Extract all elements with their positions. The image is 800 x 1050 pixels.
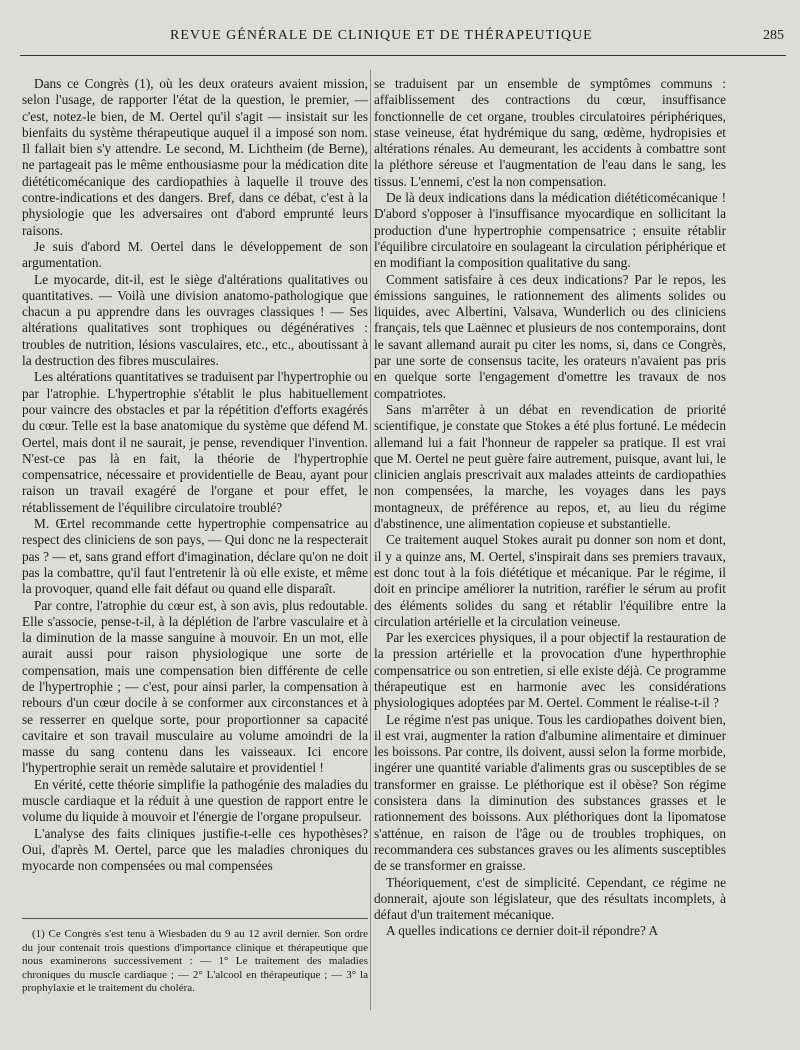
paragraph: A quelles indications ce dernier doit-il répondre? A <box>386 923 659 939</box>
paragraph: Théoriquement, c'est de simplicité. Cependant, ce régime ne donnerait, ajoute son législateur, que des résultats incomplets, à défaut d'un traitement mécanique. <box>374 874 726 923</box>
running-header <box>0 28 800 50</box>
right-column <box>374 76 726 940</box>
paragraph: M. Œrtel recommande cette hypertrophie compensatrice au respect des cliniciens de son pays, — Qui donc ne la respecterait pas ? — et, sans grand effort d'imagination, déclare qu'on ne doit pas la combattre, qu'il faut l'entretenir là où elle existe, et même la provoquer, quand elle fait défaut ou quand elle disparaît. <box>22 516 368 597</box>
header-rule <box>20 55 786 56</box>
paragraph: En vérité, cette théorie simplifie la pathogénie des maladies du muscle cardiaque et la réduit à une question de rapport entre le volume du liquide à mouvoir et l'énergie de l'organe propulseur. <box>22 776 368 825</box>
page-number: 285 <box>763 28 784 43</box>
paragraph: Je suis d'abord M. Oertel dans le développement de son argumentation. <box>22 238 368 271</box>
paragraph: Comment satisfaire à ces deux indications? Par le repos, les émissions sanguines, le rationnement des aliments solides ou liquides, avec Albertini, Valsava, Wunderlich ou des cliniciens français, tels que Laënnec et plusieurs de nos contemporains, dont le savant allemand aurait pu citer les noms, si, dans ce Congrès, par une sorte de consensus tacite, les orateurs n'avaient pas pris en quelque sorte l'engagement d'omettre les travaux de nos compatriotes. <box>374 271 726 401</box>
footnote-rule <box>22 918 368 919</box>
footnote-text: (1) Ce Congrès s'est tenu à Wiesbaden du 9 au 12 avril dernier. Son ordre du jour contenait trois questions d'importance clinique et thérapeutique que nous examinerons successivement : — 1° Le traitement des maladies chroniques du muscle cardiaque ; — 2° L'alcool en thérapeutique ; — 3° la prophylaxie et le traitement du choléra. <box>22 928 368 995</box>
paragraph: L'analyse des faits cliniques justifie-t-elle ces hypothèses? Oui, d'après M. Oertel, parce que les maladies chroniques du myocarde non compensées ou mal compensées <box>22 825 368 874</box>
paragraph: Le myocarde, dit-il, est le siège d'altérations qualitatives ou quantitatives. — Voilà une division anatomo-pathologique que chacun a pu apprendre dans les ouvrages classiques ! — Ses altérations qualitatives sont trophiques ou dégénératives : troubles de nutrition, lésions vasculaires, etc., etc., aboutissant à la destruction des fibres musculaires. <box>22 271 368 369</box>
left-column <box>22 76 368 875</box>
paragraph: se traduisent par un ensemble de symptômes communs : affaiblissement des contractions du cœur, insuffisance fonctionnelle de cet organe, troubles circulatoires périphériques, stase veineuse, état hydrémique du sang, œdème, hydropisies et altérations rénales. Au demeurant, les accidents à combattre sont la pléthore séreuse et l'augmentation de l'eau dans le sang, les tissus. L'ennemi, c'est la non compensation. <box>374 76 726 189</box>
paragraph: Par contre, l'atrophie du cœur est, à son avis, plus redoutable. Elle s'associe, pense-t-il, à la déplétion de l'arbre vasculaire et à la diminution de la masse sanguine à mouvoir. En un mot, elle aurait aussi pour raison physiologique une sorte de compensation, mais une compensation bien différente de celle de l'hypertrophie ; — c'est, pour ainsi parler, la compensation à rebours d'un cœur docile à se conformer aux circonstances et à se resserrer en quelque sorte, pour proportionner sa capacité cavitaire et son travail musculaire au volume amoindri de la masse du sang contenu dans les vaisseaux. Ici encore l'hypertrophie serait un remède salutaire et providentiel ! <box>22 597 368 776</box>
paragraph: Ce traitement auquel Stokes aurait pu donner son nom et dont, il y a quinze ans, M. Oertel, s'inspirait dans ses premiers travaux, est donc tout à la fois diététique et mécanique. Par le régime, il doit en principe améliorer la nutrition, raréfier le sérum au profit des éléments solides du sang et rétablir l'équilibre entre la circulation artérielle et la circulation veineuse. <box>374 532 726 629</box>
column-separator <box>370 70 371 1010</box>
paragraph: Le régime n'est pas unique. Tous les cardiopathes doivent bien, il est vrai, augmenter la ration d'albumine alimentaire et diminuer les boissons. Par contre, ils doivent, aussi selon la forme morbide, ingérer une quantité variable d'aliments gras ou susceptibles de se transformer en graisse. Le pléthorique est il obèse? Son régime consistera dans la diminution des substances grasses et le rationnement des boissons. Aux pléthoriques dont la lipomatose s'atténue, en raison de l'âge ou de troubles trophiques, on recommandera ces substances graves ou les aliments susceptibles de se transformer en graisse. <box>374 711 726 874</box>
paragraph: Sans m'arrêter à un débat en revendication de priorité scientifique, je constate que Stokes a été plus fortuné. Le médecin allemand lui a fait l'honneur de rappeler sa pratique. Il est vrai que M. Oertel ne peut guère faire autrement, puisque, avant lui, le clinicien anglais prescrivait aux malades atteints de cardiopathies non compensées, la marche, les voyages dans les pays montagneux, de préférence au repos, et, au lieu du régime d'abstinence, une alimentation copieuse et substantielle. <box>374 401 726 532</box>
paragraph: Dans ce Congrès (1), où les deux orateurs avaient mission, selon l'usage, de rapporter l'état de la question, le premier, — c'est, notez-le bien, de M. Oertel qu'il s'agit — insistait sur les bienfaits du système thérapeutique auquel il a imposé son nom. Il fallait bien s'y attendre. Le second, M. Lichtheim (de Berne), ne partageait pas le même enthousiasme pour la médication dite diététicomécanique des cardiopathies à laquelle il trouve des contre-indications et des dangers. Bref, dans ce débat, c'est à la physiologie que les adversaires ont d'abord emprunté leurs raisons. <box>22 76 368 238</box>
paragraph: De là deux indications dans la médication diététicomécanique ! D'abord s'opposer à l'insuffisance myocardique en sollicitant la production d'une hypertrophie compensatrice ; ensuite rétablir l'équilibre circulatoire en soulageant la circulation périphérique et en modifiant la composition qualitative du sang. <box>374 190 726 271</box>
paragraph: Les altérations quantitatives se traduisent par l'hypertrophie ou par l'atrophie. L'hypertrophie s'établit le plus habituellement pour vaincre des obstacles et par la répétition d'efforts exagérés du cœur. Telle est la base anatomique du système que défend M. Oertel, mais dont il ne saurait, je pense, revendiquer l'invention. N'est-ce pas là en fait, la théorie de l'hypertrophie compensatrice, nécessaire et providentielle de Beau, ayant pour raison un travail exagéré de l'organe et pour effet, le rétablissement de l'équilibre circulatoire troublé? <box>22 369 368 515</box>
journal-title: REVUE GÉNÉRALE DE CLINIQUE ET DE THÉRAPEUTIQUE <box>170 28 593 43</box>
footnote <box>22 928 368 996</box>
paragraph: Par les exercices physiques, il a pour objectif la restauration de la pression artérielle et la provocation d'une hyperthrophie compensatrice ou son entretien, si elle existe déjà. Ce programme thérapeutique est en harmonie avec les considérations physiologiques adoptées par M. Oertel. Comment le réalise-t-il ? <box>374 630 726 711</box>
